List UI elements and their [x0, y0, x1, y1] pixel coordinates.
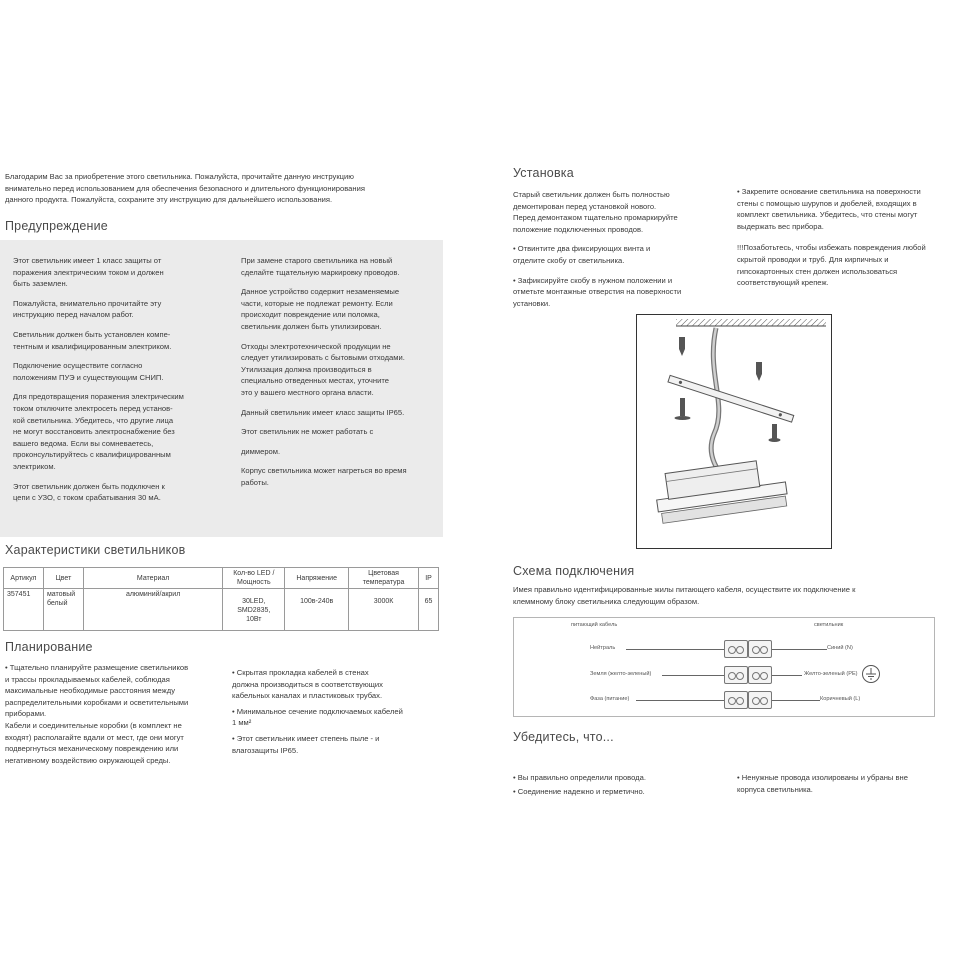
planning-bullet: • Этот светильник имеет степень пыле - и влагозащиты IP65. [232, 733, 380, 755]
wire-neutral-left [626, 649, 724, 650]
terminal-block-earth [724, 666, 748, 684]
planning-bullet: • Скрытая прокладка кабелей в стенах должна производиться в соответствующих кабельных каналах и пластиковых трубах. [232, 668, 383, 701]
planning-title: Планирование [5, 640, 93, 654]
warning-paragraph: Светильник должен быть установлен компе- тентным и квалифицированным электриком. [13, 329, 172, 351]
wire-label-blue: Синий (N) [827, 645, 853, 651]
warning-paragraph: Данный светильник имеет класс защиты IP65. [241, 407, 405, 417]
install-column-2 [737, 186, 967, 289]
check-bullet: • Ненужные провода изолированы и убраны вне корпуса светильника. [737, 773, 908, 794]
table-cell: 100в-240в [285, 589, 349, 631]
warning-paragraph: Для предотвращения поражения электрическим током отключите электросеть перед установ- кой светильника. Убедитесь, что другие лица не могут восстановить электроснабжение без вашего ведома. Если вы сомневаетесь, проконсультируйтесь с квалифицированным электриком. [13, 392, 184, 471]
warning-column-1 [13, 255, 223, 512]
planning-bullet: Кабели и соединительные коробки (в комплект не входят) располагайте вдали от мест, где они могут подвергнуться механическому повреждению или негативному воздействию окружающей среды. [5, 720, 184, 765]
specs-title: Характеристики светильников [5, 543, 186, 557]
table-header-cell: Цветовая температура [349, 568, 419, 589]
warning-paragraph: Корпус светильника может нагреться во время работы. [241, 466, 407, 487]
install-bullet: • Отвинтите два фиксирующих винта и отделите скобу от светильника. [513, 244, 651, 265]
terminal-block-neutral [724, 640, 748, 658]
planning-column-1 [5, 662, 230, 766]
table-header-cell: IP [419, 568, 439, 589]
install-warning: !!!Позаботьтесь, чтобы избежать повреждения любой скрытой проводки и труб. Для кирпичных и гипсокартонных стен должен использоваться соответствующий крепеж. [737, 243, 926, 288]
warning-paragraph: Пожалуйста, внимательно прочитайте эту инструкцию перед началом работ. [13, 298, 162, 320]
table-header-cell: Материал [83, 568, 222, 589]
terminal-block-neutral [748, 640, 772, 658]
warning-paragraph: диммером. [241, 446, 281, 456]
wire-label-brown: Коричневый (L) [820, 696, 861, 702]
terminal-block-earth [748, 666, 772, 684]
table-header-cell: Напряжение [285, 568, 349, 589]
install-column-1 [513, 189, 738, 309]
check-bullet: • Соединение надежно и герметично. [513, 786, 645, 796]
supply-cable-label: питающий кабель [571, 622, 618, 628]
check-column-1 [513, 772, 733, 797]
warning-paragraph: При замене старого светильника на новый сделайте тщательную маркировку проводов. [241, 256, 400, 277]
lamp-label: светильник [814, 622, 844, 628]
check-column-2 [737, 772, 962, 795]
warning-paragraph: Подключение осуществите согласно положениям ПУЭ и существующим СНИП. [13, 361, 164, 382]
wire-label-earth: Земля (желто-зеленый) [590, 671, 652, 677]
warning-title: Предупреждение [5, 219, 108, 233]
intro-text: Благодарим Вас за приобретение этого светильника. Пожалуйста, прочитайте данную инструкцию внимательно перед использованием для обеспечения безопасного и длительного функционирования данного продукта. Пожалуйста, сохраните эту инструкцию для дальнейшего использования. [5, 172, 365, 205]
check-bullet: • Вы правильно определили провода. [513, 773, 646, 782]
table-cell: 3000К [349, 589, 419, 631]
specs-table [3, 567, 439, 631]
table-header-cell: Кол-во LED / Мощность [223, 568, 285, 589]
table-cell: 357451 [4, 589, 44, 631]
wire-label-phase: Фаза (питание) [590, 696, 630, 702]
table-row [4, 589, 439, 631]
install-bullet: • Закрепите основание светильника на поверхности стены с помощью шурупов и дюбелей, входящих в комплект светильника. Убедитесь, что стены могут выдержать вес прибора. [737, 187, 921, 231]
install-paragraph: Старый светильник должен быть полностью демонтирован перед установкой нового. Перед демонтажом тщательно промаркируйте положение подключенных проводов. [513, 190, 678, 234]
warning-column-2 [241, 255, 441, 497]
ground-icon [861, 664, 881, 684]
table-cell: 65 [419, 589, 439, 631]
wiring-description: Имея правильно идентифицированные жилы питающего кабеля, осуществите их подключение к клеммному блоку светильника следующим образом. [513, 585, 856, 606]
wire-phase-left [636, 700, 724, 701]
warning-paragraph: Этот светильник должен быть подключен к цепи с УЗО, с током срабатывания 30 мА. [13, 481, 165, 503]
planning-bullet: • Минимальное сечение подключаемых кабелей 1 мм² [232, 706, 403, 728]
table-cell: алюминий/акрил [83, 589, 222, 631]
warning-box [0, 240, 443, 537]
wire-earth-right [772, 675, 802, 676]
check-title: Убедитесь, что... [513, 730, 614, 744]
wire-neutral-right [772, 649, 827, 650]
wiring-title: Схема подключения [513, 564, 635, 578]
warning-paragraph: Отходы электротехнической продукции не следует утилизировать с бытовыми отходами. Утилизация должна производиться в специально отведенных местах, уточните это у вашего местного органа власти. [241, 341, 405, 397]
wiring-diagram [513, 617, 935, 717]
install-title: Установка [513, 166, 574, 180]
planning-bullet: • Тщательно планируйте размещение светильников и трассы прокладываемых кабелей, соблюдая максимальные необходимые расстояния между распределительными коробками и осветительными приборами. [5, 663, 189, 719]
table-header-row [4, 568, 439, 589]
table-header-cell: Артикул [4, 568, 44, 589]
wire-label-yellow-green: Желто-зеленый (PE) [804, 671, 858, 677]
table-cell: 30LED, SMD2835, 10Вт [223, 589, 285, 631]
warning-paragraph: Этот светильник не может работать с [241, 427, 374, 437]
terminal-block-phase [724, 691, 748, 709]
installation-diagram [636, 314, 832, 549]
wire-earth-left [662, 675, 724, 676]
wire-label-neutral: Нейтраль [590, 645, 616, 651]
table-cell: матовый белый [43, 589, 83, 631]
install-bullet: • Зафиксируйте скобу в нужном положении и отметьте монтажные отверстия на поверхности установки. [513, 275, 682, 308]
planning-column-2 [232, 667, 442, 756]
terminal-block-phase [748, 691, 772, 709]
table-header-cell: Цвет [43, 568, 83, 589]
warning-paragraph: Данное устройство содержит незаменяемые части, которые не подлежат ремонту. Если происходит повреждение или поломка, светильник должен быть утилизирован. [241, 287, 400, 331]
warning-paragraph: Этот светильник имеет 1 класс защиты от поражения электрическим током и должен быть заземлен. [13, 256, 164, 289]
wire-phase-right [772, 700, 820, 701]
